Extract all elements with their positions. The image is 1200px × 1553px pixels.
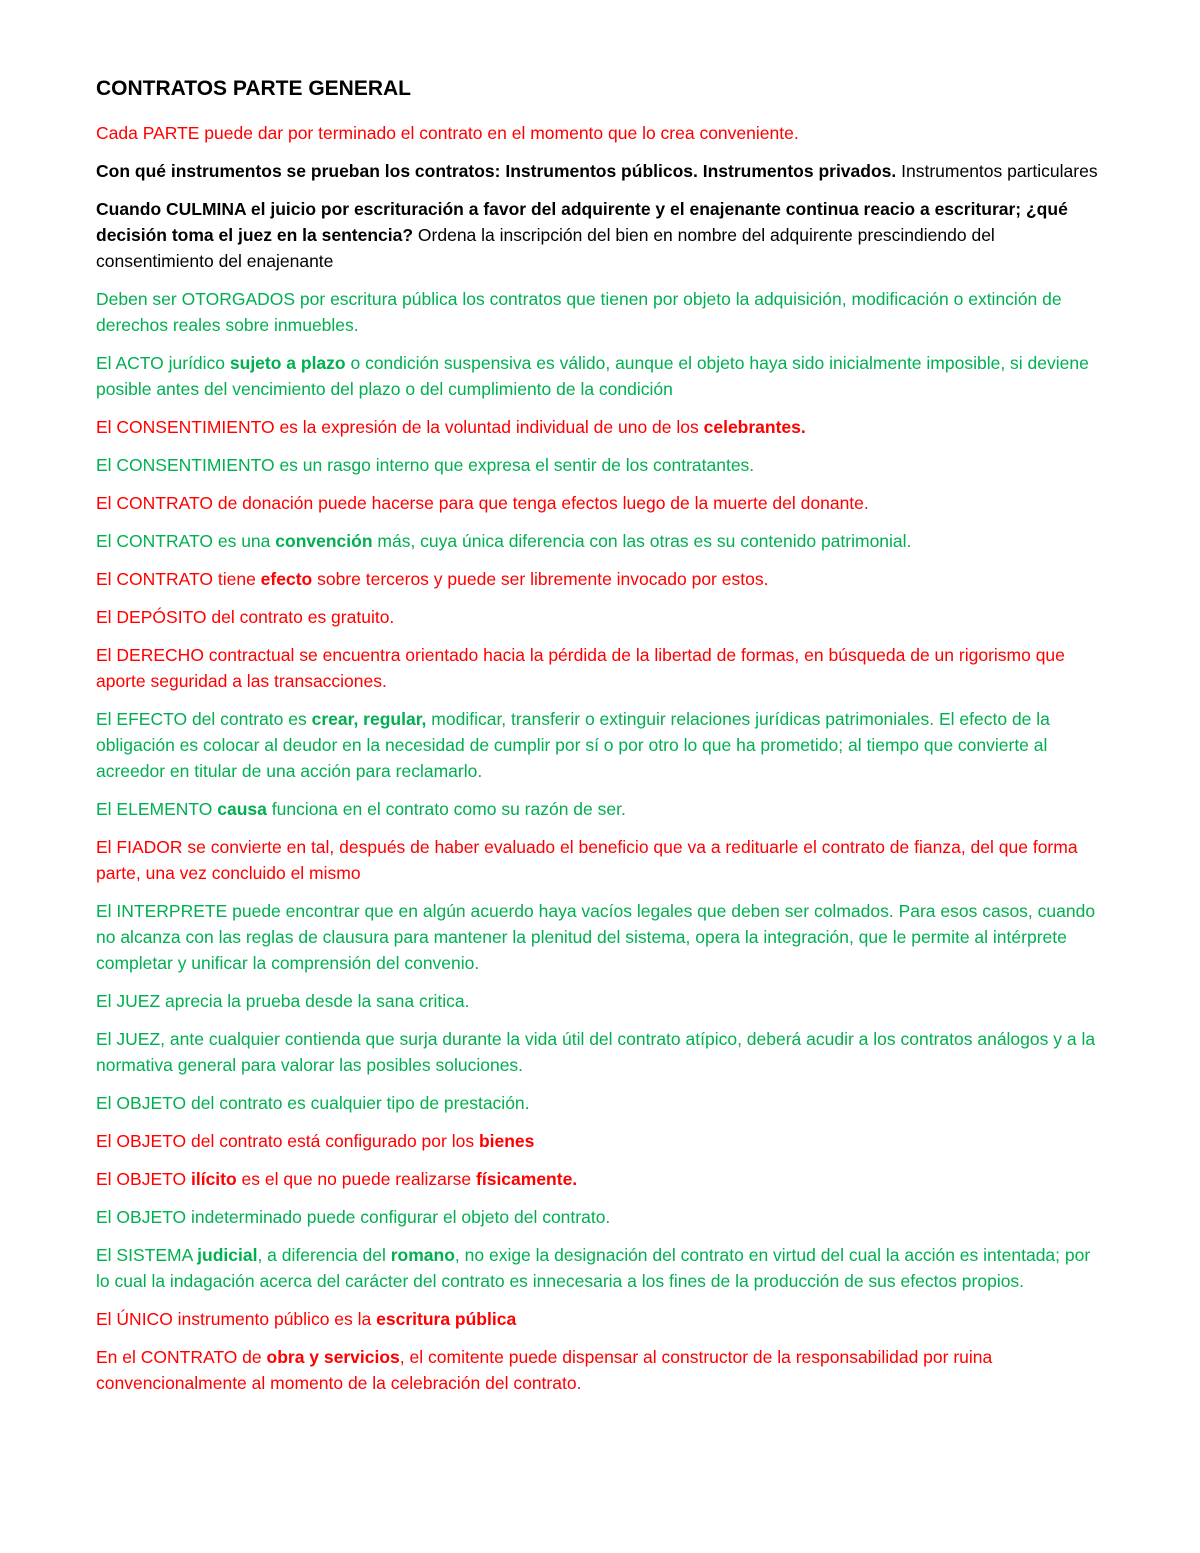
paragraph-text: Instrumentos particulares [896, 161, 1098, 181]
paragraph-text: En el CONTRATO de [96, 1347, 267, 1367]
paragraph [96, 528, 1104, 554]
paragraph-text: El DERECHO contractual se encuentra orientado hacia la pérdida de la libertad de formas, en búsqueda de un rigorismo que aporte seguridad a las transacciones. [96, 645, 1065, 691]
paragraph-text: modificar, transferir o extinguir relaciones jurídicas patrimoniales. El efecto de la obligación es colocar al deudor en la necesidad de cumplir por sí o por otro lo que ha prometido; al tiempo que convierte al acreedor en titular de una acción para reclamarlo. [96, 709, 1050, 781]
bold-text: judicial [197, 1245, 258, 1265]
bold-text: escritura pública [376, 1309, 517, 1329]
paragraph [96, 604, 1104, 630]
paragraph [96, 350, 1104, 402]
bold-text: físicamente. [476, 1169, 578, 1189]
paragraph [96, 414, 1104, 440]
paragraph [96, 1204, 1104, 1230]
paragraph [96, 158, 1104, 184]
bold-text: obra y servicios [266, 1347, 400, 1367]
paragraph [96, 1166, 1104, 1192]
paragraph-text: El OBJETO [96, 1169, 191, 1189]
paragraph-text: es el que no puede realizarse [236, 1169, 477, 1189]
paragraph-text: El JUEZ, ante cualquier contienda que surja durante la vida útil del contrato atípico, deberá acudir a los contratos análogos y a la normativa general para valorar las posibles soluciones. [96, 1029, 1096, 1075]
paragraph [96, 1344, 1104, 1396]
paragraph-text: El EFECTO del contrato es [96, 709, 312, 729]
bold-text: sujeto a plazo [229, 353, 346, 373]
paragraph-text: El CONTRATO de donación puede hacerse para que tenga efectos luego de la muerte del donante. [96, 493, 869, 513]
paragraph [96, 642, 1104, 694]
bold-text: causa [217, 799, 267, 819]
paragraph-text: El OBJETO del contrato es cualquier tipo de prestación. [96, 1093, 530, 1113]
bold-text: Cuando CULMINA el juicio por escrituración a favor del adquirente y el enajenante continua reacio a escriturar; ¿qué decisión toma el juez en la sentencia? [96, 199, 1068, 245]
bold-text: ilícito [190, 1169, 237, 1189]
paragraph-text: El CONSENTIMIENTO es la expresión de la voluntad individual de uno de los [96, 417, 704, 437]
paragraph-text: sobre terceros y puede ser libremente invocado por estos. [312, 569, 769, 589]
paragraph-text: o condición suspensiva es válido, aunque el objeto haya sido inicialmente imposible, si deviene posible antes del vencimiento del plazo o del cumplimiento de la condición [96, 353, 1089, 399]
bold-text: romano [390, 1245, 455, 1265]
paragraph-text: El ELEMENTO [96, 799, 218, 819]
paragraph [96, 988, 1104, 1014]
bold-text: Con qué instrumentos se prueban los contratos: Instrumentos públicos. Instrumentos privados. [96, 161, 897, 181]
paragraph-text: El CONTRATO tiene [96, 569, 261, 589]
paragraph [96, 834, 1104, 886]
paragraph [96, 1026, 1104, 1078]
document-title: CONTRATOS PARTE GENERAL [96, 77, 412, 100]
bold-text: crear, regular, [311, 709, 427, 729]
paragraph [96, 796, 1104, 822]
document-body [96, 120, 1104, 1396]
paragraph-text: , el comitente puede dispensar al constructor de la responsabilidad por ruina convencionalmente al momento de la celebración del contrato. [96, 1347, 993, 1393]
paragraph-text: El CONTRATO es una [96, 531, 276, 551]
bold-text: bienes [478, 1131, 535, 1151]
paragraph [96, 1306, 1104, 1332]
paragraph [96, 1128, 1104, 1154]
paragraph [96, 1090, 1104, 1116]
paragraph [96, 452, 1104, 478]
paragraph-text: El OBJETO del contrato está configurado por los [96, 1131, 479, 1151]
paragraph [96, 1242, 1104, 1294]
paragraph-text: El CONSENTIMIENTO es un rasgo interno que expresa el sentir de los contratantes. [96, 455, 755, 475]
paragraph-text: Ordena la inscripción del bien en nombre del adquirente prescindiendo del consentimiento del enajenante [96, 225, 995, 271]
paragraph-text: El DEPÓSITO del contrato es gratuito. [96, 607, 395, 627]
paragraph-text: Cada PARTE puede dar por terminado el contrato en el momento que lo crea conveniente. [96, 123, 799, 143]
bold-text: efecto [260, 569, 313, 589]
paragraph [96, 706, 1104, 784]
paragraph-text: El JUEZ aprecia la prueba desde la sana critica. [96, 991, 470, 1011]
paragraph-text: El SISTEMA [96, 1245, 198, 1265]
paragraph-text: El ÚNICO instrumento público es la [96, 1309, 377, 1329]
paragraph-text: El FIADOR se convierte en tal, después de haber evaluado el beneficio que va a redituarle el contrato de fianza, del que forma parte, una vez concluido el mismo [96, 837, 1078, 883]
paragraph [96, 120, 1104, 146]
paragraph [96, 286, 1104, 338]
paragraph [96, 196, 1104, 274]
bold-text: celebrantes. [703, 417, 806, 437]
paragraph-text: Deben ser OTORGADOS por escritura pública los contratos que tienen por objeto la adquisición, modificación o extinción de derechos reales sobre inmuebles. [96, 289, 1062, 335]
paragraph-text: más, cuya única diferencia con las otras es su contenido patrimonial. [372, 531, 912, 551]
paragraph-text: , no exige la designación del contrato en virtud del cual la acción es intentada; por lo cual la indagación acerca del carácter del contrato es innecesaria a los fines de la producción de sus efectos propios. [96, 1245, 1091, 1291]
paragraph [96, 566, 1104, 592]
paragraph-text: El OBJETO indeterminado puede configurar el objeto del contrato. [96, 1207, 611, 1227]
paragraph-text: , a diferencia del [257, 1245, 391, 1265]
bold-text: convención [275, 531, 373, 551]
paragraph [96, 490, 1104, 516]
paragraph [96, 898, 1104, 976]
paragraph-text: El ACTO jurídico [96, 353, 230, 373]
paragraph-text: El INTERPRETE puede encontrar que en algún acuerdo haya vacíos legales que deben ser colmados. Para esos casos, cuando no alcanza con las reglas de clausura para mantener la plenitud del sistema, opera la integración, que le permite al intérprete completar y unificar la comprensión del convenio. [96, 901, 1096, 973]
paragraph-text: funciona en el contrato como su razón de ser. [266, 799, 626, 819]
